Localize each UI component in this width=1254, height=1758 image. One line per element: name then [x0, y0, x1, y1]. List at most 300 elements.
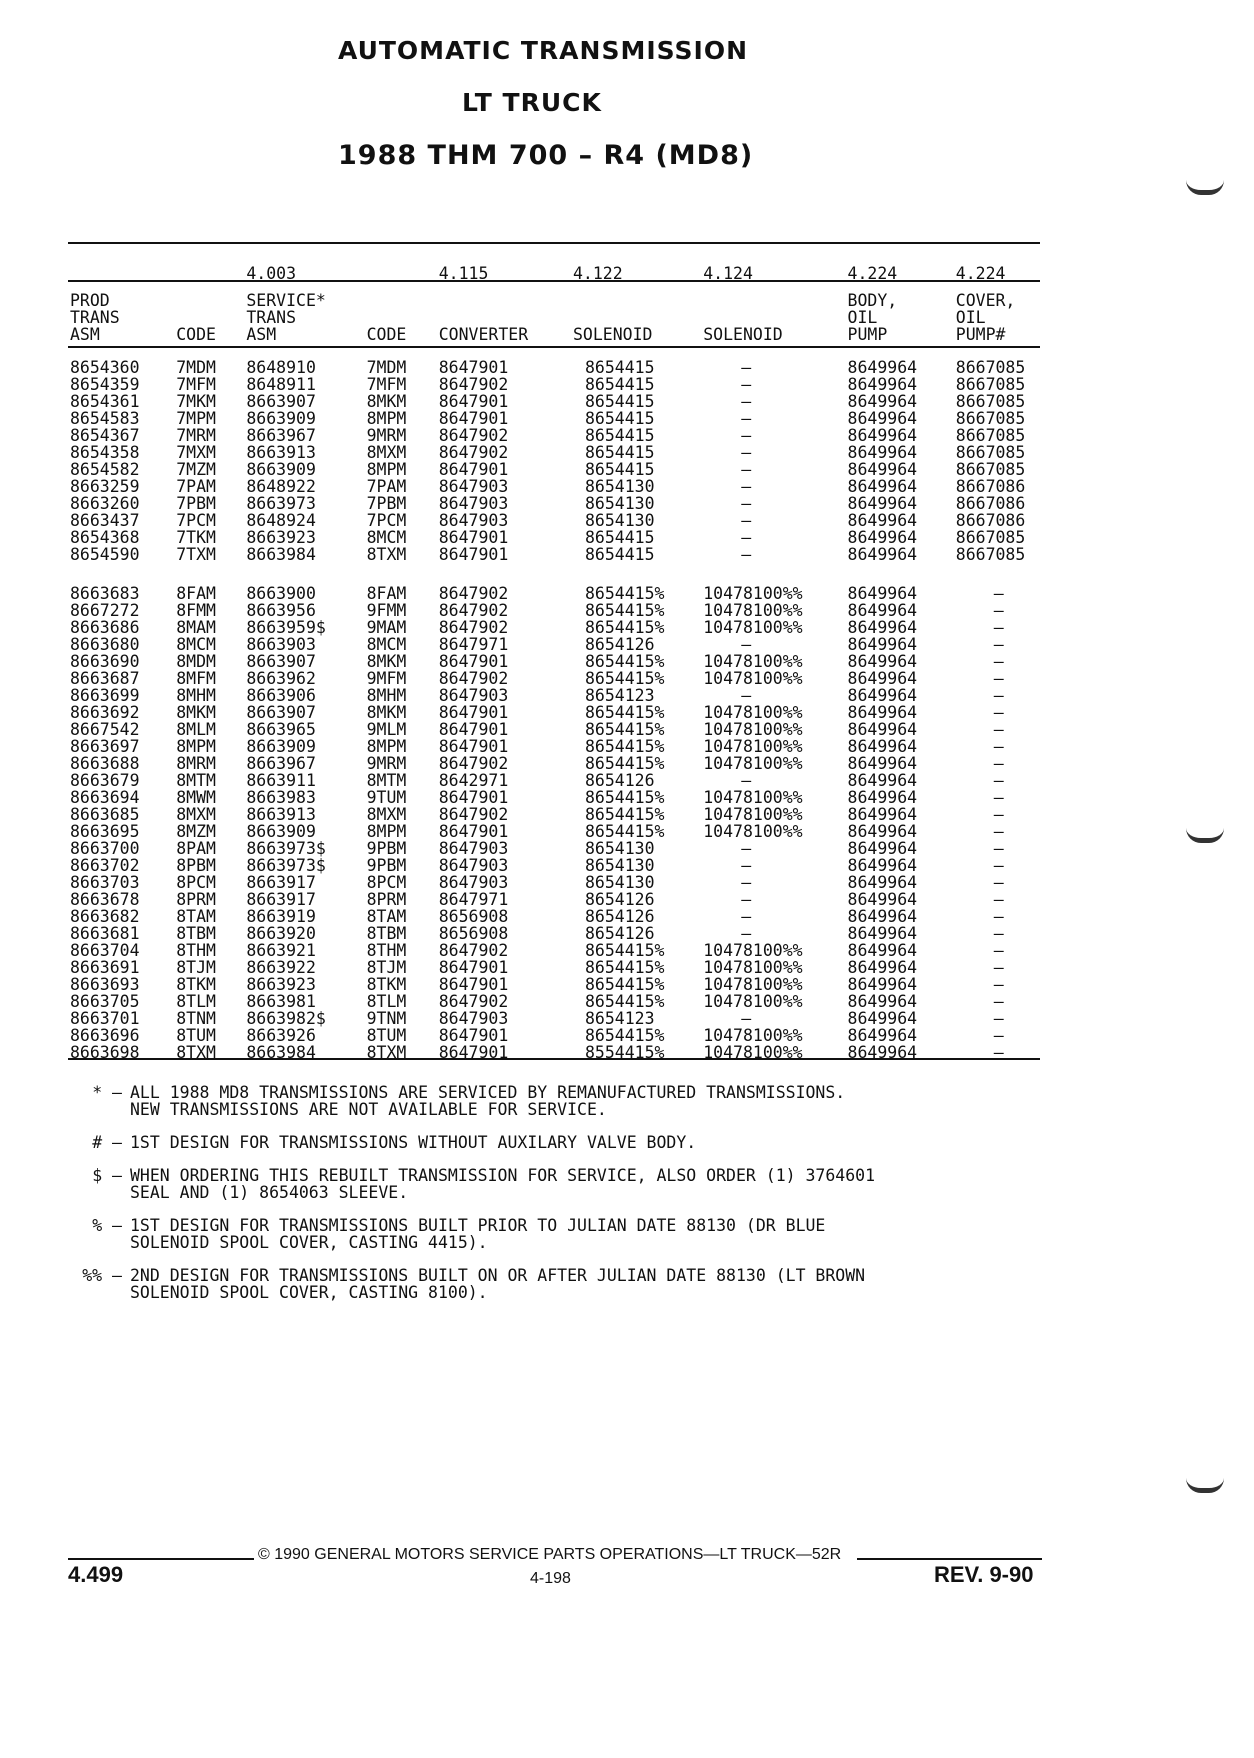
cell-solenoid-2: –: [741, 460, 752, 479]
cell-service-asm: 8663962: [246, 669, 316, 688]
cell-code: 7PBM: [176, 494, 216, 513]
table-row: [68, 789, 1040, 806]
footnote: [70, 1267, 1050, 1301]
cell-converter: 8647902: [438, 584, 509, 603]
cell-service-asm: 8663909: [246, 822, 316, 841]
cell-service-code: 9FMM: [366, 601, 407, 620]
cell-solenoid-2: –: [741, 409, 752, 428]
cell-prod-asm: 8663694: [70, 788, 140, 807]
table-row: [68, 478, 1040, 495]
cell-cover-oil-pump: –: [993, 618, 1004, 637]
cell-solenoid-1: 8654415: [584, 392, 655, 411]
cell-converter: 8647903: [438, 856, 509, 875]
table-row: [68, 585, 1040, 602]
cell-converter: 8647902: [438, 805, 509, 824]
cell-converter: 8647901: [438, 703, 509, 722]
cell-solenoid-1: 8654415: [584, 460, 655, 479]
cell-service-code: 7PAM: [366, 477, 407, 496]
cell-solenoid-1: 8654130: [584, 494, 655, 513]
cell-body-oil-pump: 8649964: [847, 358, 918, 377]
cell-solenoid-2: –: [741, 856, 752, 875]
table-row: [68, 993, 1040, 1010]
cell-cover-oil-pump: –: [993, 652, 1004, 671]
cell-service-asm: 8663923: [246, 975, 316, 994]
cell-solenoid-1: 8654126: [584, 924, 655, 943]
cell-body-oil-pump: 8649964: [847, 686, 918, 705]
cell-cover-oil-pump: –: [993, 941, 1004, 960]
cell-prod-asm: 8663437: [70, 511, 140, 530]
table-row: [68, 427, 1040, 444]
footnote-text: WHEN ORDERING THIS REBUILT TRANSMISSION FOR SERVICE, ALSO ORDER (1) 3764601 SEAL AND (1) 8654063 SLEEVE.: [130, 1166, 876, 1202]
title-vehicle: LT TRUCK: [462, 88, 602, 117]
table-row: [68, 393, 1040, 410]
cell-solenoid-1: 8654415%: [584, 941, 665, 960]
revision-label: REV. 9-90: [934, 1562, 1034, 1587]
cell-solenoid-1: 8654415%: [584, 958, 665, 977]
cell-body-oil-pump: 8649964: [847, 545, 918, 564]
cell-solenoid-2: –: [741, 873, 752, 892]
cell-solenoid-2: 10478100%%: [703, 1026, 803, 1045]
cell-solenoid-2: –: [741, 426, 752, 445]
cell-service-code: 9MRM: [366, 754, 407, 773]
cell-solenoid-2: –: [741, 392, 752, 411]
cell-prod-asm: 8663679: [70, 771, 140, 790]
cell-cover-oil-pump: –: [993, 1043, 1004, 1062]
cell-service-asm: 8663984: [246, 1043, 316, 1062]
cell-prod-asm: 8663690: [70, 652, 140, 671]
cell-body-oil-pump: 8649964: [847, 839, 918, 858]
cell-service-code: 8PCM: [366, 873, 407, 892]
cell-cover-oil-pump: 8667085: [955, 443, 1026, 462]
cell-converter: 8647901: [438, 545, 509, 564]
cell-code: 8MKM: [176, 703, 216, 722]
footer-rule-right: [857, 1558, 1042, 1560]
footnote: [70, 1084, 1050, 1118]
cell-prod-asm: 8667542: [70, 720, 140, 739]
cell-solenoid-1: 8654415: [584, 528, 655, 547]
cell-cover-oil-pump: 8667086: [955, 511, 1026, 530]
cell-cover-oil-pump: 8667085: [955, 528, 1026, 547]
cell-body-oil-pump: 8649964: [847, 890, 918, 909]
cell-converter: 8647902: [438, 601, 509, 620]
cell-converter: 8647902: [438, 618, 509, 637]
cell-body-oil-pump: 8649964: [847, 907, 918, 926]
group-number-prod-asm: [68, 256, 174, 282]
cell-body-oil-pump: 8649964: [847, 703, 918, 722]
cell-service-code: 8MKM: [366, 652, 407, 671]
column-header-line: ASM: [246, 325, 277, 344]
cell-cover-oil-pump: –: [993, 788, 1004, 807]
cell-service-asm: 8663923: [246, 528, 316, 547]
cell-code: 8MPM: [176, 737, 216, 756]
binder-mark: [1186, 180, 1224, 195]
cell-code: 8MDM: [176, 652, 216, 671]
column-header-line: SOLENOID: [572, 325, 653, 344]
cell-solenoid-1: 8654415%: [584, 584, 665, 603]
cell-cover-oil-pump: 8667086: [955, 494, 1026, 513]
cell-solenoid-2: 10478100%%: [703, 754, 803, 773]
cell-service-code: 8THM: [366, 941, 407, 960]
cell-converter: 8647901: [438, 1043, 509, 1062]
cell-solenoid-1: 8654415%: [584, 601, 665, 620]
cell-code: 7MPM: [176, 409, 216, 428]
cell-body-oil-pump: 8649964: [847, 958, 918, 977]
cell-solenoid-1: 8654126: [584, 635, 655, 654]
group-number-row: [68, 256, 1040, 282]
column-header-line: SERVICE*: [246, 291, 326, 310]
cell-converter: 8647902: [438, 669, 509, 688]
cell-cover-oil-pump: –: [993, 720, 1004, 739]
column-header-line: BODY,: [847, 291, 898, 310]
table-row: [68, 410, 1040, 427]
cell-converter: 8647902: [438, 941, 509, 960]
cell-body-oil-pump: 8649964: [847, 1043, 918, 1062]
cell-code: 8MZM: [176, 822, 216, 841]
cell-converter: 8647901: [438, 975, 509, 994]
cell-prod-asm: 8663702: [70, 856, 140, 875]
cell-service-code: 9TUM: [366, 788, 407, 807]
cell-solenoid-1: 8654415%: [584, 652, 665, 671]
cell-solenoid-1: 8654415%: [584, 618, 665, 637]
cell-body-oil-pump: 8649964: [847, 584, 918, 603]
cell-prod-asm: 8663678: [70, 890, 140, 909]
cell-converter: 8647971: [438, 890, 509, 909]
cell-service-asm: 8663919: [246, 907, 316, 926]
cell-solenoid-2: 10478100%%: [703, 805, 803, 824]
cell-converter: 8647902: [438, 754, 509, 773]
footnote-text: 2ND DESIGN FOR TRANSMISSIONS BUILT ON OR AFTER JULIAN DATE 88130 (LT BROWN SOLENOID SPOOL COVER, CASTING 8100).: [130, 1266, 866, 1302]
cell-service-asm: 8663967: [246, 426, 316, 445]
cell-service-code: 8MKM: [366, 703, 407, 722]
cell-service-code: 8TJM: [366, 958, 407, 977]
cell-solenoid-1: 8654415%: [584, 754, 665, 773]
cell-cover-oil-pump: –: [993, 856, 1004, 875]
copyright-text: © 1990 GENERAL MOTORS SERVICE PARTS OPERATIONS—LT TRUCK—52R: [258, 1546, 842, 1563]
cell-service-asm: 8663917: [246, 890, 316, 909]
cell-cover-oil-pump: –: [993, 873, 1004, 892]
cell-body-oil-pump: 8649964: [847, 856, 918, 875]
cell-prod-asm: 8654582: [70, 460, 140, 479]
table-row: [68, 495, 1040, 512]
cell-code: 8MRM: [176, 754, 216, 773]
cell-converter: 8647903: [438, 1009, 509, 1028]
cell-prod-asm: 8654361: [70, 392, 140, 411]
cell-service-asm: 8648910: [246, 358, 316, 377]
cell-service-asm: 8663926: [246, 1026, 316, 1045]
cell-cover-oil-pump: –: [993, 992, 1004, 1011]
cell-code: 8TNM: [176, 1009, 216, 1028]
cell-cover-oil-pump: –: [993, 635, 1004, 654]
cell-solenoid-2: 10478100%%: [703, 584, 803, 603]
cell-prod-asm: 8663697: [70, 737, 140, 756]
cell-body-oil-pump: 8649964: [847, 720, 918, 739]
column-header-prod-asm: [68, 282, 174, 349]
cell-body-oil-pump: 8649964: [847, 771, 918, 790]
column-header-code: [174, 282, 244, 349]
cell-prod-asm: 8654368: [70, 528, 140, 547]
column-header-service-asm: [244, 282, 364, 349]
column-header-line: TRANS: [70, 308, 120, 327]
table-row: [68, 653, 1040, 670]
cell-converter: 8647971: [438, 635, 509, 654]
cell-cover-oil-pump: 8667085: [955, 358, 1026, 377]
cell-service-code: 8MCM: [366, 635, 407, 654]
table-row: [68, 772, 1040, 789]
cell-service-code: 8PRM: [366, 890, 407, 909]
cell-service-code: 8MKM: [366, 392, 407, 411]
cell-solenoid-1: 8654126: [584, 890, 655, 909]
cell-service-code: 8TKM: [366, 975, 407, 994]
table-row: [68, 512, 1040, 529]
cell-body-oil-pump: 8649964: [847, 805, 918, 824]
cell-cover-oil-pump: –: [993, 924, 1004, 943]
cell-prod-asm: 8663691: [70, 958, 140, 977]
cell-body-oil-pump: 8649964: [847, 409, 918, 428]
cell-cover-oil-pump: –: [993, 907, 1004, 926]
cell-solenoid-2: 10478100%%: [703, 941, 803, 960]
cell-service-asm: 8663907: [246, 703, 316, 722]
cell-service-asm: 8663909: [246, 460, 316, 479]
cell-converter: 8647901: [438, 822, 509, 841]
cell-solenoid-1: 8654130: [584, 477, 655, 496]
cell-prod-asm: 8663705: [70, 992, 140, 1011]
cell-converter: 8647901: [438, 1026, 509, 1045]
cell-service-code: 9MLM: [366, 720, 407, 739]
cell-service-code: 8MTM: [366, 771, 407, 790]
cell-body-oil-pump: 8649964: [847, 426, 918, 445]
column-header-solenoid-2: [701, 282, 845, 349]
cell-code: 8MHM: [176, 686, 216, 705]
cell-code: 7TXM: [176, 545, 216, 564]
cell-service-code: 8MHM: [366, 686, 407, 705]
cell-code: 8MXM: [176, 805, 216, 824]
cell-solenoid-1: 8654415: [584, 358, 655, 377]
cell-converter: 8656908: [438, 907, 509, 926]
cell-solenoid-2: 10478100%%: [703, 788, 803, 807]
column-header-line: PROD: [70, 291, 110, 310]
cell-prod-asm: 8663682: [70, 907, 140, 926]
cell-code: 7MRM: [176, 426, 216, 445]
cell-solenoid-2: –: [741, 494, 752, 513]
cell-solenoid-2: 10478100%%: [703, 958, 803, 977]
cell-code: 7PCM: [176, 511, 216, 530]
cell-code: 8MCM: [176, 635, 216, 654]
group-number-service-code: [365, 256, 437, 282]
table-row: [68, 687, 1040, 704]
cell-service-asm: 8663983: [246, 788, 316, 807]
cell-service-code: 8FAM: [366, 584, 407, 603]
cell-cover-oil-pump: –: [993, 686, 1004, 705]
cell-code: 8TUM: [176, 1026, 216, 1045]
cell-cover-oil-pump: –: [993, 890, 1004, 909]
cell-body-oil-pump: 8649964: [847, 941, 918, 960]
cell-solenoid-2: –: [741, 511, 752, 530]
group-number-solenoid-1: 4.122: [572, 264, 623, 283]
cell-solenoid-1: 8654130: [584, 511, 655, 530]
cell-converter: 8647901: [438, 720, 509, 739]
column-header-body-oil-pump: [846, 282, 954, 349]
cell-body-oil-pump: 8649964: [847, 460, 918, 479]
cell-body-oil-pump: 8649964: [847, 924, 918, 943]
cell-cover-oil-pump: –: [993, 975, 1004, 994]
cell-converter: 8647901: [438, 958, 509, 977]
cell-solenoid-1: 8654123: [584, 686, 655, 705]
cell-code: 8MLM: [176, 720, 216, 739]
cell-service-asm: 8663981: [246, 992, 316, 1011]
table-row: [68, 461, 1040, 478]
column-header-line: PUMP#: [955, 325, 1006, 344]
cell-service-asm: 8663913: [246, 443, 316, 462]
footnote: [70, 1167, 1050, 1201]
table-row: [68, 959, 1040, 976]
cell-code: 8FMM: [176, 601, 216, 620]
cell-solenoid-1: 8654415: [584, 426, 655, 445]
cell-solenoid-1: 8654415%: [584, 788, 665, 807]
cell-converter: 8647903: [438, 839, 509, 858]
cell-cover-oil-pump: –: [993, 958, 1004, 977]
cell-solenoid-2: 10478100%%: [703, 652, 803, 671]
cell-solenoid-1: 8654415: [584, 409, 655, 428]
cell-body-oil-pump: 8649964: [847, 754, 918, 773]
cell-prod-asm: 8663681: [70, 924, 140, 943]
column-header-line: TRANS: [246, 308, 297, 327]
group-number-body-oil-pump: 4.224: [847, 264, 898, 283]
cell-service-asm: 8663967: [246, 754, 316, 773]
cell-prod-asm: 8663703: [70, 873, 140, 892]
cell-converter: 8647903: [438, 686, 509, 705]
cell-converter: 8647903: [438, 511, 509, 530]
cell-cover-oil-pump: –: [993, 703, 1004, 722]
cell-service-asm: 8663909: [246, 737, 316, 756]
cell-prod-asm: 8663695: [70, 822, 140, 841]
column-header-line: CODE: [176, 325, 216, 344]
cell-code: 7MFM: [176, 375, 216, 394]
cell-service-asm: 8663921: [246, 941, 316, 960]
cell-code: 8TBM: [176, 924, 216, 943]
cell-solenoid-2: –: [741, 924, 752, 943]
cell-service-code: 8MPM: [366, 822, 407, 841]
footnote-symbol: # –: [92, 1133, 122, 1152]
cell-body-oil-pump: 8649964: [847, 635, 918, 654]
cell-solenoid-1: 8654130: [584, 856, 655, 875]
cell-prod-asm: 8663685: [70, 805, 140, 824]
cell-converter: 8647901: [438, 392, 509, 411]
title-main: AUTOMATIC TRANSMISSION: [338, 36, 749, 65]
cell-service-code: 8MXM: [366, 443, 407, 462]
cell-service-code: 9MFM: [366, 669, 407, 688]
group-number-solenoid-2: 4.124: [703, 264, 753, 283]
cell-code: 7MDM: [176, 358, 216, 377]
column-header-row: [68, 282, 1040, 349]
cell-converter: 8647902: [438, 426, 509, 445]
cell-solenoid-2: –: [741, 839, 752, 858]
cell-cover-oil-pump: 8667085: [955, 409, 1026, 428]
page-number: 4-198: [530, 1570, 571, 1587]
cell-code: 8PRM: [176, 890, 216, 909]
footnote-text: 1ST DESIGN FOR TRANSMISSIONS BUILT PRIOR TO JULIAN DATE 88130 (DR BLUE SOLENOID SPOOL COVER, CASTING 4415).: [130, 1216, 826, 1252]
table-row: [68, 806, 1040, 823]
cell-converter: 8647902: [438, 992, 509, 1011]
column-header-cover-oil-pump: [954, 282, 1040, 349]
cell-converter: 8656908: [438, 924, 509, 943]
cell-body-oil-pump: 8649964: [847, 392, 918, 411]
cell-body-oil-pump: 8649964: [847, 1026, 918, 1045]
cell-solenoid-2: –: [741, 907, 752, 926]
cell-cover-oil-pump: –: [993, 822, 1004, 841]
cell-code: 8MAM: [176, 618, 216, 637]
cell-solenoid-2: 10478100%%: [703, 975, 803, 994]
table-row: [68, 704, 1040, 721]
cell-solenoid-1: 8654415%: [584, 975, 665, 994]
column-header-solenoid-1: [571, 282, 701, 349]
cell-service-asm: 8663959$: [246, 618, 326, 637]
group-number-service-asm: 4.003: [246, 264, 297, 283]
cell-service-asm: 8663965: [246, 720, 316, 739]
column-header-line: PUMP: [847, 325, 888, 344]
cell-solenoid-2: –: [741, 686, 752, 705]
cell-service-code: 8MPM: [366, 737, 407, 756]
cell-service-code: 7PCM: [366, 511, 407, 530]
cell-service-code: 8TUM: [366, 1026, 407, 1045]
footer-rule-left: [68, 1558, 254, 1560]
table-row: [68, 529, 1040, 546]
cell-service-asm: 8663973$: [246, 839, 326, 858]
cell-prod-asm: 8654590: [70, 545, 140, 564]
cell-solenoid-1: 8654415: [584, 545, 655, 564]
column-header-line: CONVERTER: [438, 325, 529, 344]
cell-code: 7PAM: [176, 477, 216, 496]
cell-cover-oil-pump: –: [993, 737, 1004, 756]
cell-cover-oil-pump: –: [993, 1026, 1004, 1045]
cell-service-code: 8MXM: [366, 805, 407, 824]
table-row: [68, 636, 1040, 653]
cell-solenoid-2: –: [741, 477, 752, 496]
cell-converter: 8647901: [438, 737, 509, 756]
footnote-text: 1ST DESIGN FOR TRANSMISSIONS WITHOUT AUXILARY VALVE BODY.: [130, 1133, 697, 1152]
cell-body-oil-pump: 8649964: [847, 669, 918, 688]
cell-service-code: 7MDM: [366, 358, 407, 377]
cell-converter: 8647901: [438, 358, 509, 377]
cell-solenoid-2: 10478100%%: [703, 669, 803, 688]
cell-code: 8MWM: [176, 788, 216, 807]
cell-prod-asm: 8663259: [70, 477, 140, 496]
table-row: [68, 444, 1040, 461]
cell-service-code: 9PBM: [366, 839, 407, 858]
group-number-cover-oil-pump: 4.224: [955, 264, 1006, 283]
group-number-converter: 4.115: [438, 264, 489, 283]
cell-service-asm: 8663920: [246, 924, 316, 943]
column-header-converter: [437, 282, 571, 349]
cell-service-asm: 8663913: [246, 805, 316, 824]
table-row: [68, 670, 1040, 687]
cell-cover-oil-pump: –: [993, 669, 1004, 688]
cell-converter: 8642971: [438, 771, 509, 790]
cell-solenoid-1: 8654415: [584, 443, 655, 462]
cell-prod-asm: 8663687: [70, 669, 140, 688]
cell-service-code: 8TLM: [366, 992, 407, 1011]
footnote-symbol: * –: [92, 1083, 122, 1102]
cell-service-code: 8MCM: [366, 528, 407, 547]
cell-service-asm: 8648924: [246, 511, 316, 530]
cell-code: 8FAM: [176, 584, 216, 603]
cell-prod-asm: 8663683: [70, 584, 140, 603]
column-header-line: OIL: [847, 308, 878, 327]
cell-converter: 8647902: [438, 443, 509, 462]
cell-body-oil-pump: 8649964: [847, 618, 918, 637]
cell-body-oil-pump: 8649964: [847, 601, 918, 620]
cell-service-code: 9TNM: [366, 1009, 407, 1028]
column-header-line: COVER,: [955, 291, 1016, 310]
